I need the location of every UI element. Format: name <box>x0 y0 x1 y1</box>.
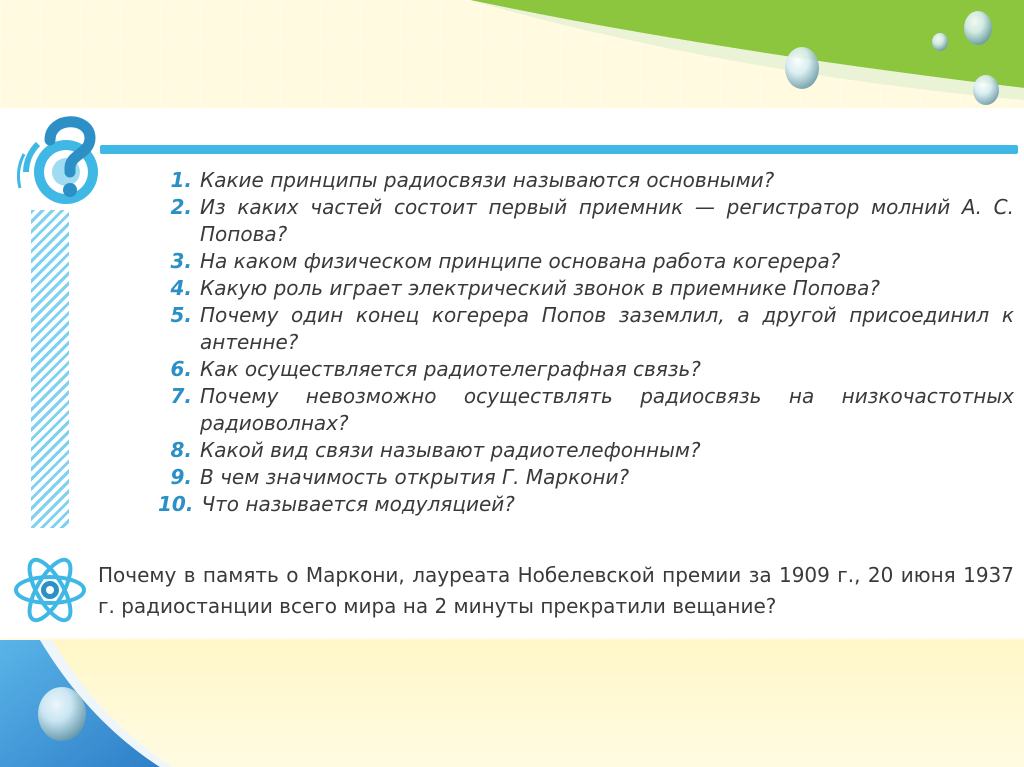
water-drop <box>973 75 999 105</box>
question-mark-icon <box>10 110 110 210</box>
water-drop <box>38 687 86 741</box>
question-text: Как осуществляется радиотелеграфная связь? <box>200 357 701 381</box>
question-number: 6. <box>170 357 192 381</box>
question-item <box>158 464 1014 491</box>
question-item <box>158 491 1014 518</box>
extra-question: Почему в память о Маркони, лауреата Нобелевской премии за 1909 г., 20 июня 1937 г. радиостанции всего мира на 2 минуты прекратили вещание? <box>98 563 1014 618</box>
water-drop <box>932 33 948 51</box>
question-text: Какие принципы радиосвязи называются основными? <box>200 168 775 192</box>
atom-icon <box>12 552 88 628</box>
question-text: На каком физическом принципе основана работа когерера? <box>200 249 841 273</box>
question-item <box>158 275 1014 302</box>
water-drop <box>785 47 819 89</box>
question-number: 1. <box>170 168 192 192</box>
question-text: В чем значимость открытия Г. Маркони? <box>200 465 630 489</box>
question-number: 7. <box>170 384 192 408</box>
water-drop <box>964 11 992 45</box>
question-number: 5. <box>170 303 192 327</box>
question-item <box>158 194 1014 248</box>
question-item <box>158 356 1014 383</box>
question-item <box>158 248 1014 275</box>
question-item <box>158 383 1014 437</box>
question-text: Какую роль играет электрический звонок в приемнике Попова? <box>200 276 881 300</box>
question-item <box>158 167 1014 194</box>
question-text: Почему невозможно осуществлять радиосвязь на низкочастотных радиоволнах? <box>200 384 1014 435</box>
question-text: Из каких частей состоит первый приемник — регистратор молний А. С. Попова? <box>200 195 1014 246</box>
question-number: 10. <box>158 492 194 516</box>
question-item <box>158 302 1014 356</box>
header-rule <box>100 145 1018 154</box>
question-number: 8. <box>170 438 192 462</box>
questions-list <box>158 167 1014 518</box>
question-text: Почему один конец когерера Попов заземлил, а другой присоединил к антенне? <box>200 303 1014 354</box>
question-number: 3. <box>170 249 192 273</box>
question-text: Что называется модуляцией? <box>201 492 515 516</box>
question-number: 2. <box>170 195 192 219</box>
question-item <box>158 437 1014 464</box>
question-number: 9. <box>170 465 192 489</box>
question-number: 4. <box>170 276 192 300</box>
decorative-hatch-strip <box>31 210 69 528</box>
question-text: Какой вид связи называют радиотелефонным? <box>200 438 701 462</box>
